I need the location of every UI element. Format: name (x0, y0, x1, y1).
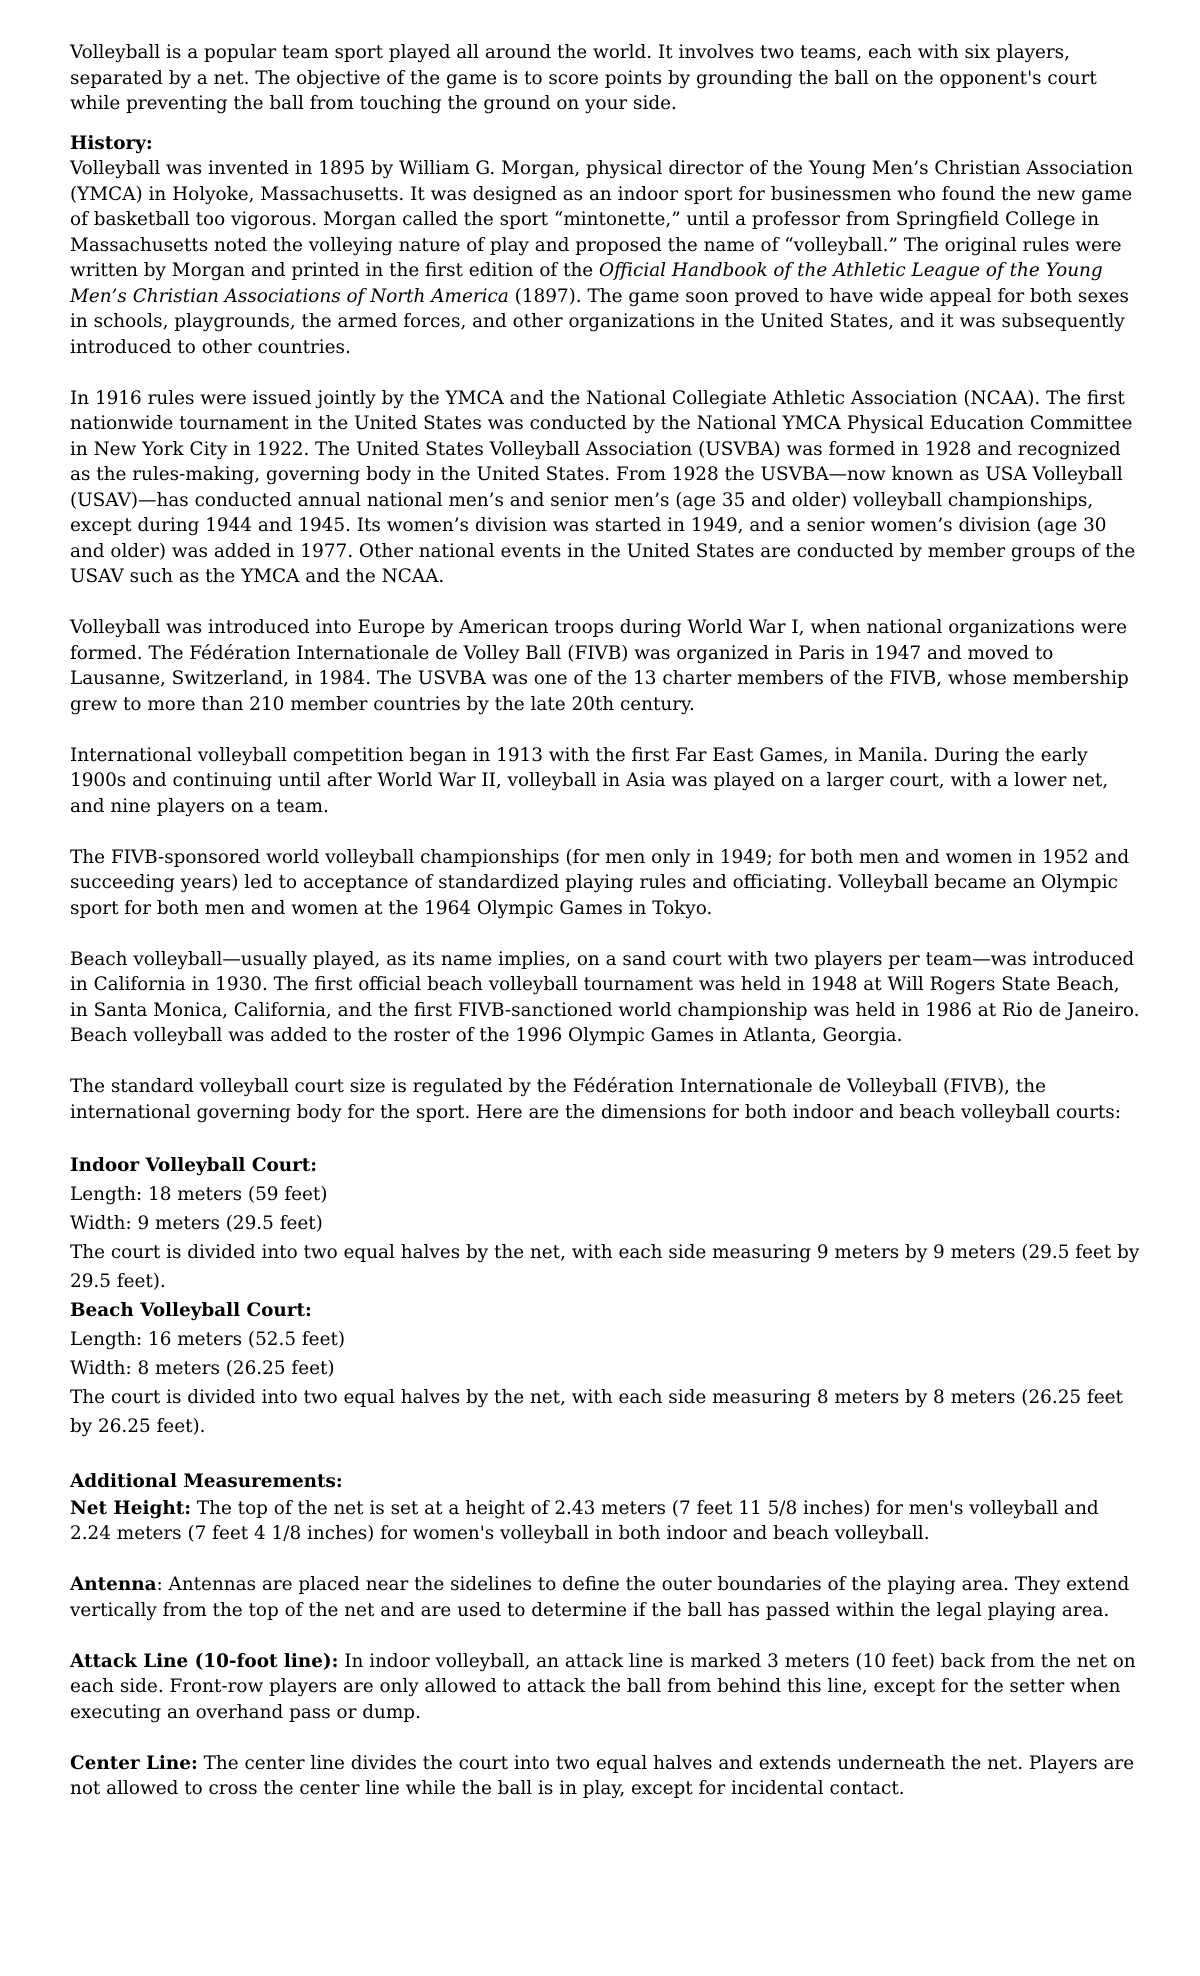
beach-note: The court is divided into two equal halves by the net, with each side measuring 8 meters by 8 meters (26.25 feet by 26.25 feet). (70, 1386, 1123, 1437)
history-paragraph-5: The FIVB-sponsored world volleyball championships (for men only in 1949; for both men and women in 1952 and succeeding years) led to acceptance of standardized playing rules and officiating. Volleyball became an Olympic sport for both men and women at the 1964 Olympic Games in Tokyo. (70, 846, 1130, 919)
history-paragraph-2: In 1916 rules were issued jointly by the YMCA and the National Collegiate Athletic Association (NCAA). The first nationwide tournament in the United States was conducted by the National YMCA Physical Education Committee in New York City in 1922. The United States Volleyball Association (USVBA) was formed in 1928 and recognized as the rules-making, governing body in the United States. From 1928 the USVBA—now known as USA Volleyball (USAV)—has conducted annual national men’s and senior men’s (age 35 and older) volleyball championships, except during 1944 and 1945. Its women’s division was started in 1949, and a senior women’s division (age 30 and older) was added in 1977. Other national events in the United States are conducted by member groups of the USAV such as the YMCA and the NCAA. (70, 387, 1136, 587)
net-height-text: The top of the net is set at a height of 2.43 meters (7 feet 11 5/8 inches) for men's volleyball and 2.24 meters (7 feet 4 1/8 inches) for women's volleyball in both indoor and beach volleyball. (70, 1497, 1099, 1544)
indoor-note: The court is divided into two equal halves by the net, with each side measuring 9 meters by 9 meters (29.5 feet by 29.5 feet). (70, 1241, 1140, 1292)
attack-line-label: Attack Line (10-foot line): (70, 1650, 339, 1672)
history-paragraph-3: Volleyball was introduced into Europe by American troops during World War I, when national organizations were formed. The Fédération Internationale de Volley Ball (FIVB) was organized in Paris in 1947 and moved to Lausanne, Switzerland, in 1984. The USVBA was one of the 13 charter members of the FIVB, whose membership grew to more than 210 member countries by the late 20th century. (70, 617, 1129, 715)
history-p1-end: (1897). The game soon proved to have wide appeal for both sexes in schools, playgrounds, the armed forces, and other organizations in the United States, and it was subsequently introduced to other countries. (70, 285, 1129, 358)
net-height-paragraph (70, 1496, 1140, 1547)
indoor-length: Length: 18 meters (59 feet) (70, 1183, 328, 1205)
intro-paragraph: Volleyball is a popular team sport played all around the world. It involves two teams, each with six players, separated by a net. The objective of the game is to score points by grounding the ball on the opponent's court while preventing the ball from touching the ground on your side. (70, 42, 1097, 114)
history-heading-text: History: (70, 132, 153, 154)
additional-heading-text: Additional Measurements: (70, 1470, 343, 1492)
additional-heading (70, 1467, 1140, 1496)
document-page (70, 40, 1140, 1802)
indoor-court-heading-text: Indoor Volleyball Court: (70, 1154, 318, 1176)
beach-length: Length: 16 meters (52.5 feet) (70, 1328, 346, 1350)
court-size-intro: The standard volleyball court size is regulated by the Fédération Internationale de Volleyball (FIVB), the international governing body for the sport. Here are the dimensions for both indoor and beach volleyball courts: (70, 1076, 1121, 1123)
net-height-label: Net Height: (70, 1497, 191, 1519)
handbook-title: Official Handbook of the Athletic League of the Young Men’s Christian Associations of North America (70, 260, 1103, 307)
center-line-paragraph (70, 1751, 1140, 1802)
history-paragraph-6: Beach volleyball—usually played, as its name implies, on a sand court with two players per team—was introduced in California in 1930. The first official beach volleyball tournament was held in 1948 at Will Rogers State Beach, in Santa Monica, California, and the first FIVB-sanctioned world championship was held in 1986 at Rio de Janeiro. Beach volleyball was added to the roster of the 1996 Olympic Games in Atlanta, Georgia. (70, 948, 1140, 1046)
indoor-width: Width: 9 meters (29.5 feet) (70, 1212, 323, 1234)
history-paragraph-1 (70, 156, 1140, 360)
beach-width: Width: 8 meters (26.25 feet) (70, 1357, 335, 1379)
antenna-paragraph (70, 1572, 1140, 1623)
attack-line-text: In indoor volleyball, an attack line is marked 3 meters (10 feet) back from the net on each side. Front-row players are only allowed to attack the ball from behind this line, except for the setter when executing an overhand pass or dump. (70, 1650, 1136, 1723)
beach-court-heading (70, 1296, 1140, 1325)
antenna-text: : Antennas are placed near the sidelines to define the outer boundaries of the playing area. They extend vertically from the top of the net and are used to determine if the ball has passed within the legal playing area. (70, 1574, 1130, 1621)
center-line-label: Center Line: (70, 1752, 198, 1774)
history-p1-start: Volleyball was invented in 1895 by William G. Morgan, physical director of the Young Men’s Christian Association (YMCA) in Holyoke, Massachusetts. It was designed as an indoor sport for businessmen who found the new game of basketball too vigorous. Morgan called the sport “mintonette,” until a professor from Springfield College in Massachusetts noted the volleying nature of play and proposed the name of “volleyball.” The original rules were written by Morgan and printed in the first edition of the (70, 158, 1133, 281)
history-paragraph-4: International volleyball competition began in 1913 with the first Far East Games, in Manila. During the early 1900s and continuing until after World War II, volleyball in Asia was played on a larger court, with a lower net, and nine players on a team. (70, 744, 1109, 817)
center-line-text: The center line divides the court into two equal halves and extends underneath the net. Players are not allowed to cross the center line while the ball is in play, except for incidental contact. (70, 1752, 1135, 1799)
history-heading (70, 131, 1140, 157)
beach-court-heading-text: Beach Volleyball Court: (70, 1299, 312, 1321)
indoor-court-heading (70, 1151, 1140, 1180)
attack-line-paragraph (70, 1649, 1140, 1726)
antenna-label: Antenna (70, 1574, 157, 1595)
